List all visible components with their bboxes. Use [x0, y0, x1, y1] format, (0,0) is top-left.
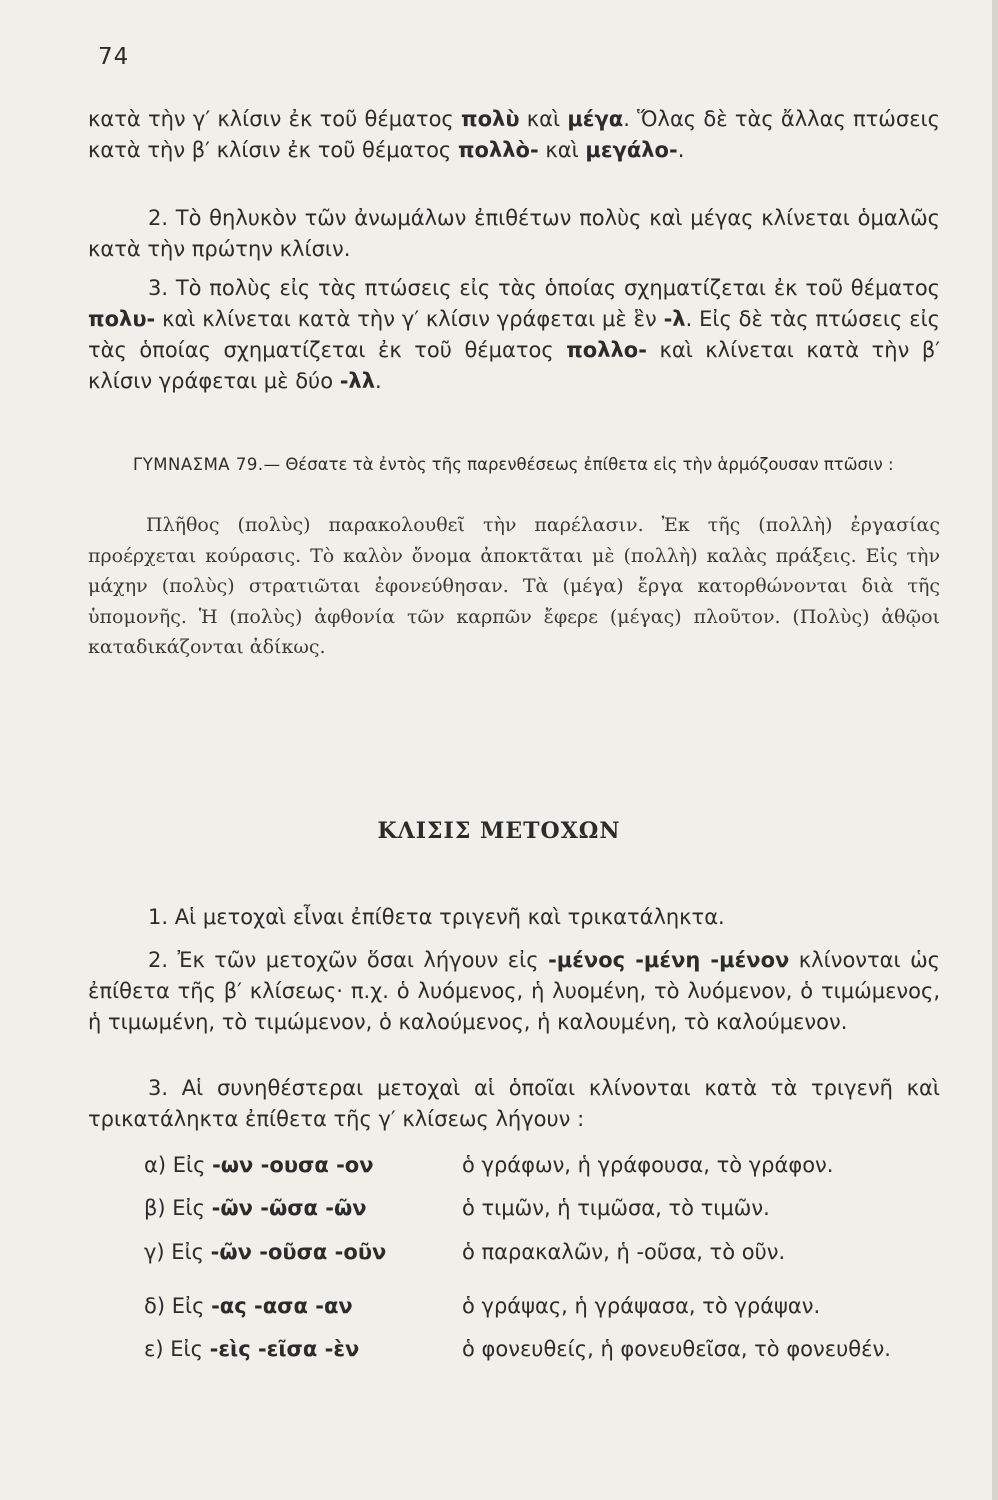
ending-prefix: β) Εἰς	[144, 1196, 212, 1220]
bold-term: μέγα	[567, 107, 624, 131]
text-run: καὶ κλίνεται κατὰ τὴν γ′ κλίσιν γράφεται μὲ ἓν	[155, 307, 664, 331]
ending-suffixes: -εὶς -εῖσα -ὲν	[209, 1337, 360, 1361]
ending-label	[144, 1291, 353, 1321]
text-run: καὶ	[538, 138, 586, 162]
ending-prefix: ε) Εἰς	[144, 1337, 210, 1361]
ending-row	[144, 1334, 964, 1364]
intro-paragraph	[88, 104, 940, 166]
text-run: καὶ	[519, 107, 568, 131]
ending-row	[144, 1150, 964, 1180]
ending-row	[144, 1193, 964, 1223]
exercise-instruction	[88, 452, 940, 478]
participle-rule-3: 3. Αἱ συνηθέστεραι μετοχαὶ αἱ ὁποῖαι κλίνονται κατὰ τὰ τριγενῆ καὶ τρικατάληκτα ἐπίθετα τῆς γ′ κλίσεως λήγουν :	[88, 1076, 940, 1131]
ending-example: ὁ φονευθείς, ἡ φονευθεῖσα, τὸ φονευθέν.	[462, 1337, 891, 1361]
ending-row	[144, 1237, 964, 1267]
exercise-instruction-text: — Θέσατε τὰ ἐντὸς τῆς παρενθέσεως ἐπίθετα εἰς τὴν ἁρμόζουσαν πτῶσιν :	[263, 455, 894, 474]
rule-3-paragraph	[88, 273, 940, 397]
ending-example: ὁ γράφων, ἡ γράφουσα, τὸ γράφον.	[462, 1153, 834, 1177]
ending-label	[144, 1237, 386, 1267]
text-run: .	[677, 138, 685, 162]
bold-term: πολὺ	[461, 107, 520, 131]
ending-prefix: δ) Εἰς	[144, 1294, 212, 1318]
page-edge	[992, 0, 998, 1500]
ending-example: ὁ τιμῶν, ἡ τιμῶσα, τὸ τιμῶν.	[462, 1196, 770, 1220]
bold-term: πολυ-	[88, 307, 156, 331]
ending-example: ὁ γράψας, ἡ γράψασα, τὸ γράψαν.	[462, 1294, 821, 1318]
text-run: .	[375, 369, 382, 393]
bold-term: πολλο-	[566, 338, 647, 362]
ending-suffixes: -ων -ουσα -ον	[212, 1153, 374, 1177]
ending-prefix: α) Εἰς	[144, 1153, 213, 1177]
participle-rule-1: 1. Αἱ μετοχαὶ εἶναι ἐπίθετα τριγενῆ καὶ τρικατάληκτα.	[148, 905, 725, 929]
ending-prefix: γ) Εἰς	[144, 1240, 211, 1264]
exercise-text: Πλῆθος (πολὺς) παρακολουθεῖ τὴν παρέλασιν. Ἐκ τῆς (πολλὴ) ἐργασίας προέρχεται κούρασις. Τὸ καλὸν ὄνομα ἀποκτᾶται μὲ (πολλὴ) καλὰς πράξεις. Εἰς τὴν μάχην (πολὺς) στρατιῶται ἐφονεύθησαν. Τὰ (μέγα) ἔργα κατορθώνονται διὰ τῆς ὑπομονῆς. Ἡ (πολὺς) ἀφθονία τῶν καρπῶν ἔφερε (μέγας) πλοῦτον. (Πολὺς) ἀθῷοι καταδικάζονται ἀδίκως.	[88, 514, 940, 658]
text-run: 3. Τὸ πολὺς εἰς τὰς πτώσεις εἰς τὰς ὁποίας σχηματίζεται ἐκ τοῦ θέματος	[148, 276, 940, 300]
page-number: 74	[98, 44, 130, 70]
participle-rule-2	[88, 945, 940, 1038]
ending-label	[144, 1193, 367, 1223]
bold-term: -μένος -μένη -μένον	[548, 948, 790, 972]
bold-term: πολλὸ-	[457, 138, 539, 162]
text-run: . Εἰς δὲ τὰς πτώσεις εἰς τὰς ὁποίας σχηματίζεται ἐκ τοῦ θέματος	[88, 307, 940, 362]
exercise-heading: ΓΥΜΝΑΣΜΑ 79.	[133, 455, 264, 474]
bold-term: μεγάλο-	[585, 138, 678, 162]
text-run: κλίνονται ὡς ἐπίθετα τῆς β′ κλίσεως· π.χ. ὁ λυόμενος, ἡ λυομένη, τὸ λυόμενον, ὁ τιμώμενος, ἡ τιμωμένη, τὸ τιμώμενον, ὁ καλούμενος, ἡ καλουμένη, τὸ καλούμενον.	[88, 948, 940, 1034]
text-run: κατὰ τὴν γ′ κλίσιν ἐκ τοῦ θέματος	[88, 107, 461, 131]
text-run: καὶ κλίνεται κατὰ τὴν β′ κλίσιν γράφεται μὲ δύο	[88, 338, 941, 393]
ending-suffixes: -ῶν -ῶσα -ῶν	[211, 1196, 367, 1220]
section-title: ΚΛΙΣΙΣ ΜΕΤΟΧΩΝ	[377, 818, 621, 844]
ending-suffixes: -ῶν -οῦσα -οῦν	[210, 1240, 387, 1264]
ending-suffixes: -ας -ασα -αν	[211, 1294, 353, 1318]
ending-example: ὁ παρακαλῶν, ἡ -οῦσα, τὸ οῦν.	[462, 1240, 786, 1264]
bold-term: -λ	[663, 307, 686, 331]
rule-2-paragraph: 2. Τὸ θηλυκὸν τῶν ἀνωμάλων ἐπιθέτων πολὺς καὶ μέγας κλίνεται ὁμαλῶς κατὰ τὴν πρώτην κλίσιν.	[88, 206, 940, 261]
bold-term: -λλ	[339, 369, 376, 393]
ending-label	[144, 1334, 359, 1364]
text-run: . Ὅλας δὲ τὰς ἄλλας πτώσεις κατὰ τὴν β′ κλίσιν ἐκ τοῦ θέματος	[88, 107, 940, 162]
ending-row	[144, 1291, 964, 1321]
ending-label	[144, 1150, 374, 1180]
text-run: 2. Ἐκ τῶν μετοχῶν ὅσαι λήγουν εἰς	[148, 948, 549, 972]
